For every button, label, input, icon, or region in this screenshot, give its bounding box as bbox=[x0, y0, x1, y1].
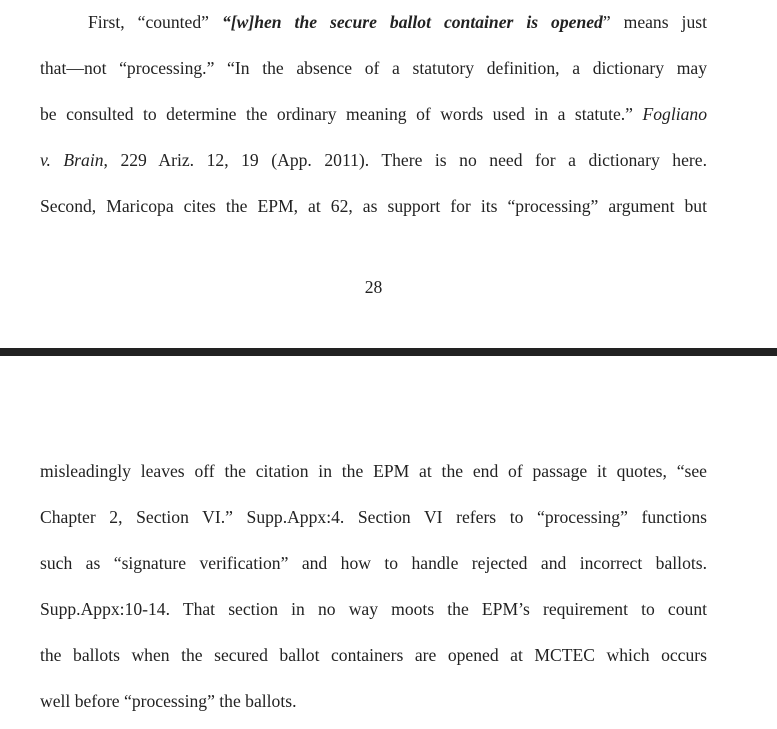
line-text: be consulted to determine the ordinary meaning of words used in a statute.” bbox=[40, 104, 643, 124]
emphasized-quote: “[w]hen the secure ballot container is opened bbox=[221, 12, 603, 32]
paragraph-line-10: the ballots when the secured ballot containers are opened at MCTEC which occurs bbox=[40, 645, 707, 665]
paragraph-line-6: misleadingly leaves off the citation in the EPM at the end of passage it quotes, “see bbox=[40, 461, 707, 481]
paragraph-line-1 bbox=[88, 11, 707, 33]
line-text: First, “counted” bbox=[88, 12, 222, 32]
paragraph-line-11: well before “processing” the ballots. bbox=[40, 691, 297, 711]
line-text: , 229 Ariz. 12, 19 (App. 2011). There is no need for a dictionary here. bbox=[103, 150, 707, 170]
paragraph-line-9: Supp.Appx:10-14. That section in no way moots the EPM’s requirement to count bbox=[40, 599, 707, 619]
line-text: ” means just bbox=[602, 12, 707, 32]
document-page-top bbox=[0, 0, 777, 348]
case-name-italic: v. Brain bbox=[40, 150, 104, 170]
paragraph-line-7: Chapter 2, Section VI.” Supp.Appx:4. Section VI refers to “processing” functions bbox=[40, 507, 707, 527]
case-name-italic: Fogliano bbox=[642, 104, 707, 124]
page-break-divider bbox=[0, 348, 777, 356]
paragraph-line-5: Second, Maricopa cites the EPM, at 62, as support for its “processing” argument but bbox=[40, 196, 707, 216]
paragraph-line-4 bbox=[40, 149, 707, 171]
page-number: 28 bbox=[364, 277, 383, 297]
paragraph-line-8: such as “signature verification” and how to handle rejected and incorrect ballots. bbox=[40, 553, 707, 573]
paragraph-line-2: that—not “processing.” “In the absence of a statutory definition, a dictionary may bbox=[40, 58, 707, 78]
paragraph-line-3 bbox=[40, 103, 707, 125]
document-page-bottom bbox=[0, 356, 777, 729]
